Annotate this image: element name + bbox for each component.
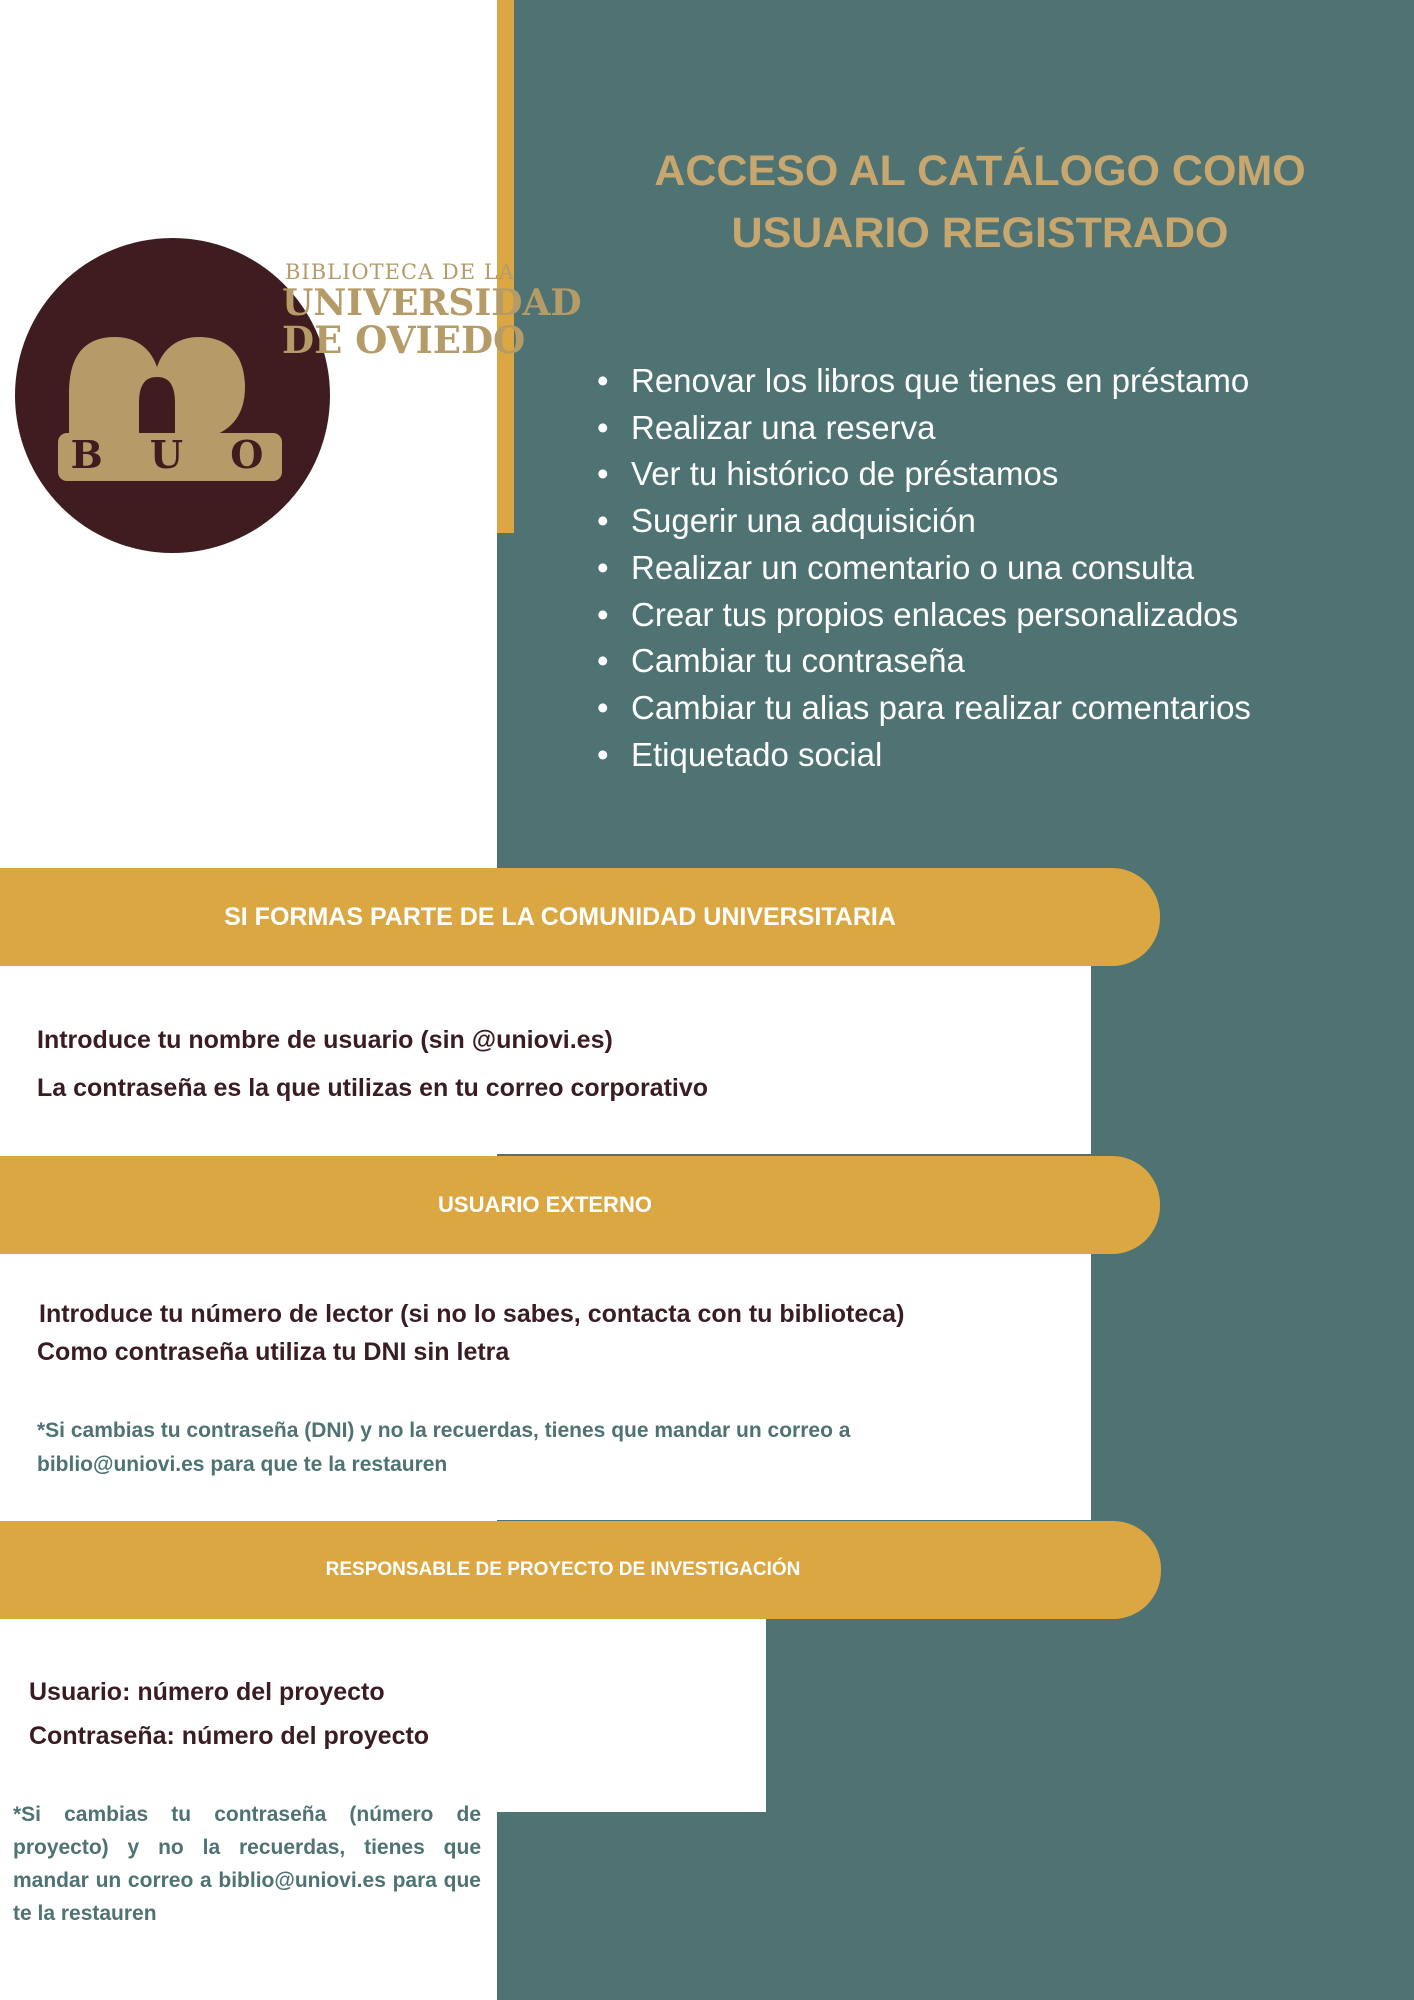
logo-line-3: DE OVIEDO <box>282 318 526 362</box>
list-item: • Cambiar tu alias para realizar comentarios <box>597 685 1251 732</box>
research-password-note: *Si cambias tu contraseña (número de proyecto) y no la recuerdas, tienes que mandar un correo a biblio@uniovi.es para que te la restauren <box>13 1803 481 1925</box>
benefits-list <box>597 358 1251 778</box>
title-line-1: ACCESO AL CATÁLOGO COMO <box>654 147 1306 195</box>
university-section-box <box>0 966 1091 1154</box>
list-item: • Ver tu histórico de préstamos <box>597 451 1251 498</box>
list-item: • Cambiar tu contraseña <box>597 638 1251 685</box>
university-username-instruction: Introduce tu nombre de usuario (sin @uniovi.es) <box>37 1026 613 1054</box>
list-item: • Realizar un comentario o una consulta <box>597 545 1251 592</box>
external-note-line-1: *Si cambias tu contraseña (DNI) y no la recuerdas, tienes que mandar un correo a <box>37 1419 851 1442</box>
list-item: • Crear tus propios enlaces personalizados <box>597 592 1251 639</box>
external-password-note <box>37 1414 850 1482</box>
research-password-instruction: Contraseña: número del proyecto <box>29 1722 430 1750</box>
list-item: • Realizar una reserva <box>597 405 1251 452</box>
research-section-heading: RESPONSABLE DE PROYECTO DE INVESTIGACIÓN <box>325 1559 801 1580</box>
external-password-instruction: Como contraseña utiliza tu DNI sin letra <box>37 1338 510 1366</box>
research-section-banner <box>0 1521 1161 1619</box>
logo-line-2: UNIVERSIDAD <box>282 282 582 324</box>
external-note-line-2: biblio@uniovi.es para que te la restauren <box>37 1453 448 1476</box>
library-logo <box>0 0 582 600</box>
external-section-heading: USUARIO EXTERNO <box>438 1192 652 1217</box>
external-reader-number-instruction: Introduce tu número de lector (si no lo sabes, contacta con tu biblioteca) <box>39 1300 905 1328</box>
external-section-banner <box>0 1156 1160 1254</box>
university-password-instruction: La contraseña es la que utilizas en tu correo corporativo <box>37 1074 709 1102</box>
list-item: • Etiquetado social <box>597 732 1251 779</box>
research-username-instruction: Usuario: número del proyecto <box>29 1678 385 1706</box>
title-line-2: USUARIO REGISTRADO <box>731 209 1229 257</box>
page-title <box>600 140 1360 264</box>
list-item: • Sugerir una adquisición <box>597 498 1251 545</box>
list-item: • Renovar los libros que tienes en préstamo <box>597 358 1251 405</box>
logo-badge-text: B U O <box>70 432 270 477</box>
research-section-box <box>0 1619 766 1812</box>
logo-line-1: BIBLIOTECA DE LA <box>285 260 515 284</box>
university-section-heading: SI FORMAS PARTE DE LA COMUNIDAD UNIVERSITARIA <box>224 902 896 931</box>
university-section-banner <box>0 868 1160 966</box>
